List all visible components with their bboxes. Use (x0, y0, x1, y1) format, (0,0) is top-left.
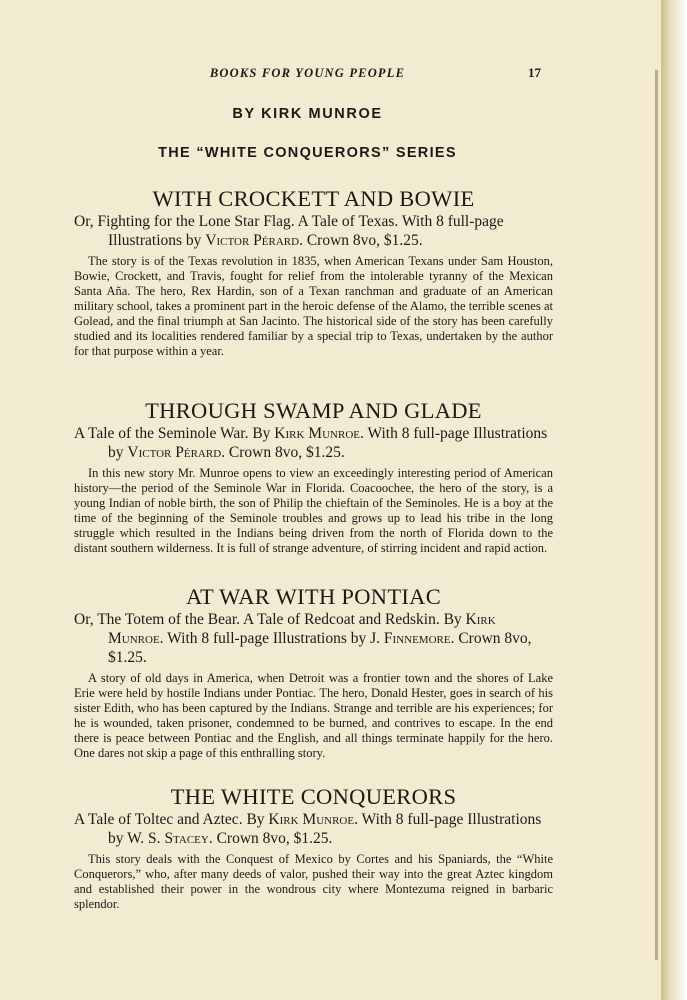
book-description: The story is of the Texas revolution in 1835, when American Texans under Sam Houston, Bowie, Crockett, and Travis, fought for relief from the intolerable tyranny of the Mexican Santa Aña. The hero, Rex Hardin, son of a Texan ranchman and graduate of an American military school, takes a prominent part in the heroic defense of the Alamo, the terrible scenes at Golead, and the final triumph at San Jacinto. The historical side of the story has been carefully studied and its localities rendered familiar by a special trip to Texas, undertaken by the author for that purpose within a year. (74, 254, 553, 358)
book-description: A story of old days in America, when Detroit was a frontier town and the shores of Lake Erie were held by hostile Indians under Pontiac. The hero, Donald Hester, goes in search of his sister Edith, who has been captured by the Indians. Strange and terrible are his experiences; for he is wounded, taken prisoner, condemned to be burned, and contrives to escape. In the end there is peace between Pontiac and the English, and all things terminate happily for the hero. One dares not skip a page of this enthralling story. (74, 671, 553, 760)
page-number: 17 (528, 65, 541, 80)
illustrator-name: Finnemore (383, 630, 451, 647)
author-name: Kirk Munroe (274, 425, 360, 442)
page-gutter-shadow (655, 70, 658, 960)
illustrator-name: Victor Pérard (205, 232, 300, 249)
book-entry-war-pontiac (74, 584, 553, 761)
book-title: WITH CROCKETT AND BOWIE (152, 186, 475, 211)
subtitle-text: . With 8 full-page Illustrations by (108, 425, 548, 461)
series-heading: THE “WHITE CONQUERORS” SERIES (158, 145, 457, 161)
book-title: THROUGH SWAMP AND GLADE (145, 398, 482, 423)
book-entry-swamp-glade (74, 398, 553, 556)
book-subtitle (74, 424, 553, 462)
book-title: THE WHITE CONQUERORS (170, 784, 457, 809)
book-description: In this new story Mr. Munroe opens to view an exceedingly interesting period of American history—the period of the Seminole War in Florida. Coacoochee, the hero of the story, is a young Indian of noble birth, the son of Philip the chieftain of the Seminoles. He is a boy at the time of the beginning of the Seminole troubles and grows up to lead his tribe in the long struggle which resulted in the Indians being driven from the north of Florida down to the distant southern wilderness. It is full of strange adventure, of stirring incident and rapid action. (74, 466, 553, 555)
author-name: Kirk Munroe (268, 811, 355, 828)
book-subtitle (74, 610, 553, 667)
running-title: BOOKS FOR YOUNG PEOPLE (209, 66, 406, 80)
running-header (0, 66, 661, 84)
subtitle-price: . Crown 8vo, $1.25. (208, 830, 333, 847)
author-heading: BY KIRK MUNROE (232, 106, 383, 122)
subtitle-text: . With 8 full-page Illustrations by J. (159, 630, 384, 647)
book-description: This story deals with the Conquest of Mexico by Cortes and his Spaniards, the “White Conquerors,” who, after many deeds of valor, pushed their way into the great Aztec kingdom and established their power in the wondrous city where Montezuma reigned in barbaric splendor. (74, 852, 553, 911)
page-edge (661, 0, 687, 1000)
subtitle-text: Or, The Totem of the Bear. A Tale of Redcoat and Redskin. By (74, 611, 466, 628)
subtitle-text: Or, Fighting for the Lone Star Flag. A Tale of Texas. With 8 full-page Illustrations by (74, 213, 504, 249)
subtitle-text: . With 8 full-page Illustrations by W. S. (108, 811, 542, 847)
book-title: AT WAR WITH PONTIAC (185, 584, 442, 609)
book-entry-crockett-bowie (74, 186, 553, 359)
subtitle-price: . Crown 8vo, $1.25. (221, 444, 345, 461)
illustrator-name: Victor Pérard (127, 444, 222, 461)
illustrator-name: Stacey (164, 830, 209, 847)
subtitle-price: . Crown 8vo, $1.25. (299, 232, 423, 249)
subtitle-price: . Crown 8vo, $1.25. (108, 630, 532, 666)
book-subtitle (74, 810, 553, 848)
author-name: Kirk Munroe (108, 611, 496, 647)
subtitle-text: A Tale of the Seminole War. By (74, 425, 275, 442)
book-entry-white-conquerors (74, 784, 553, 912)
book-subtitle (74, 212, 553, 250)
subtitle-text: A Tale of Toltec and Aztec. By (74, 811, 269, 828)
